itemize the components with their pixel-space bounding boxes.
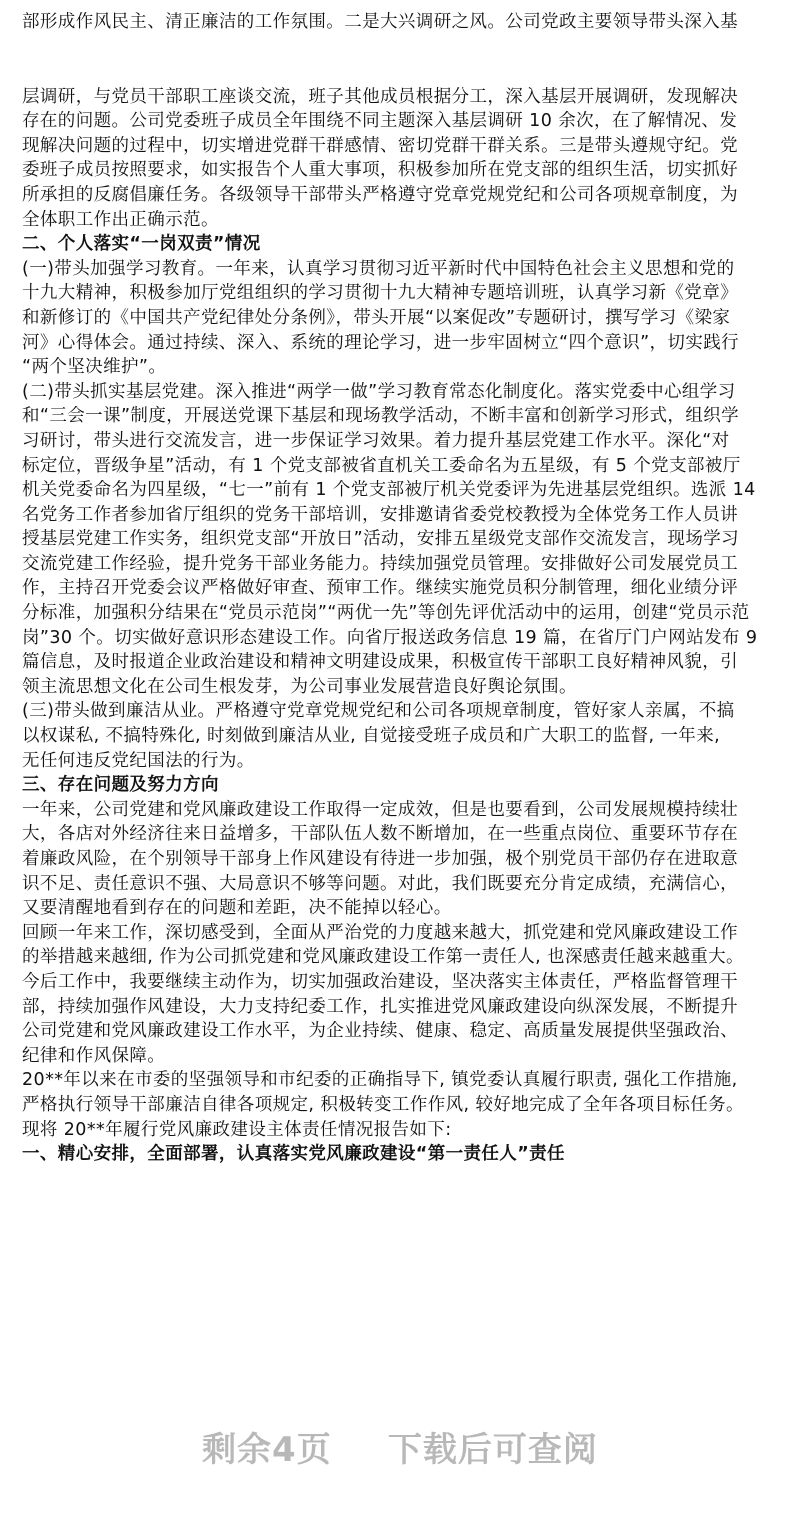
cut-off-line [22, 0, 782, 4]
text-line: 作，主持召开党委会议严格做好审查、预审工作。继续实施党员积分制管理，细化业绩分评 [22, 578, 738, 599]
download-hint-label: 下载后可查阅 [387, 1430, 598, 1470]
text-line: 部形成作风民主、清正廉洁的工作氛围。二是大兴调研之风。公司党政主要领导带头深入基 [22, 12, 738, 32]
section-heading-2: 二、个人落实“一岗双责”情况 [22, 234, 261, 255]
text-line: 无任何违反党纪国法的行为。 [22, 750, 255, 771]
paragraph-4 [22, 798, 782, 1142]
text-line: 又要清醒地看到存在的问题和差距，决不能掉以轻心。 [22, 898, 452, 919]
text-line: 公司党建和党风廉政建设工作水平，为企业持续、健康、稳定、高质量发展提供坚强政治、 [22, 1021, 738, 1042]
text-line: 大，各店对外经济往来日益增多，干部队伍人数不断增加，在一些重点岗位、重要环节存在 [22, 824, 738, 845]
text-line: 交流党建工作经验，提升党务干部业务能力。持续加强党员管理。安排做好公司发展党员工 [22, 553, 738, 574]
text-line: 现解决问题的过程中，切实增进党群干群感情、密切党群干群关系。三是带头遵规守纪。党 [22, 135, 738, 156]
text-line: 存在的问题。公司党委班子成员全年围绕不同主题深入基层调研 10 余次，在了解情况、发 [22, 111, 738, 132]
paragraph-1 [22, 10, 782, 35]
text-line: 识不足、责任意识不强、大局意识不够等问题。对此，我们既要充分肯定成绩，充满信心， [22, 873, 738, 894]
text-line: 篇信息，及时报道企业政治建设和精神文明建设成果，积极宣传干部职工良好精神风貌，引 [22, 652, 738, 673]
text-line: 一年来，公司党建和党风廉政建设工作取得一定成效，但是也要看到，公司发展规模持续壮 [22, 799, 738, 820]
text-line: 岗”30 个。切实做好意识形态建设工作。向省厅报送政务信息 19 篇，在省厅门户网站发布 9 [22, 627, 758, 648]
text-line: 和“三会一课”制度，开展送党课下基层和现场教学活动，不断丰富和创新学习形式，组织学 [22, 406, 740, 427]
text-line: 全体职工作出正确示范。 [22, 209, 219, 230]
text-line: 着廉政风险，在个别领导干部身上作风建设有待进一步加强，极个别党员干部仍存在进取意 [22, 849, 738, 869]
text-line: (二)带头抓实基层党建。深入推进“两学一做”学习教育常态化制度化。落实党委中心组学习 [22, 381, 736, 402]
text-line: 标定位，晋级争星”活动，有 1 个党支部被省直机关工委命名为五星级，有 5 个党支部被厅 [22, 455, 741, 476]
text-line: 领主流思想文化在公司生根发芽，为公司事业发展营造良好舆论氛围。 [22, 676, 577, 697]
text-line: 层调研，与党员干部职工座谈交流，班子其他成员根据分工，深入基层开展调研，发现解决 [22, 86, 738, 107]
text-line: 十九大精神，积极参加厅党组组织的学习贯彻十九大精神专题培训班，认真学习新《党章》 [22, 283, 738, 304]
text-line: (三)带头做到廉洁从业。严格遵守党章党规党纪和公司各项规章制度，管好家人亲属，不搞 [22, 701, 735, 722]
text-line [22, 0, 782, 4]
download-banner[interactable] [0, 1422, 800, 1471]
section-heading-3: 三、存在问题及努力方向 [22, 775, 219, 796]
text-line: 严格执行领导干部廉洁自律各项规定, 积极转变工作作风, 较好地完成了全年各项目标任务。 [22, 1094, 744, 1115]
text-line: 部，持续加强作风建设，大力支持纪委工作，扎实推进党风廉政建设向纵深发展，不断提升 [22, 996, 738, 1017]
text-line: 20**年以来在市委的坚强领导和市纪委的正确指导下, 镇党委认真履行职责, 强化工作措施, [22, 1070, 738, 1091]
text-line: 回顾一年来工作，深切感受到，全面从严治党的力度越来越大，抓党建和党风廉政建设工作 [22, 922, 738, 943]
text-line: 和新修订的《中国共产党纪律处分条例》，带头开展“以案促改”专题研讨，撰写学习《梁家 [22, 307, 731, 328]
text-line: “两个坚决维护”。 [22, 357, 167, 378]
text-line: 所承担的反腐倡廉任务。各级领导干部带头严格遵守党章党规党纪和公司各项规章制度，为 [22, 184, 738, 205]
text-line: 机关党委命名为四星级，“七一”前有 1 个党支部被厅机关党委评为先进基层党组织。选派 14 [22, 480, 756, 501]
paragraph-2 [22, 85, 782, 233]
text-line: 现将 20**年履行党风廉政建设主体责任情况报告如下: [22, 1119, 452, 1140]
text-line: 以权谋私, 不搞特殊化, 时刻做到廉洁从业, 自觉接受班子成员和广大职工的监督, 一年来, [22, 726, 721, 747]
document-body [22, 10, 782, 1167]
text-line: 今后工作中，我要继续主动作为，切实加强政治建设，坚决落实主体责任，严格监督管理干 [22, 971, 738, 992]
remaining-pages-label: 剩余4页 [202, 1430, 332, 1470]
paragraph-3 [22, 257, 782, 773]
text-line: (一)带头加强学习教育。一年来，认真学习贯彻习近平新时代中国特色社会主义思想和党的 [22, 258, 735, 279]
text-line: 的举措越来越细, 作为公司抓党建和党风廉政建设工作第一责任人, 也深感责任越来越重大。 [22, 947, 744, 968]
page-gap [22, 35, 782, 85]
text-line: 分标准，加强积分结果在“党员示范岗”“两优一先”等创先评优活动中的运用，创建“党员示范 [22, 603, 750, 624]
text-line: 习研讨，带头进行交流发言，进一步保证学习效果。着力提升基层党建工作水平。深化“对 [22, 430, 730, 451]
section-heading-4: 一、精心安排，全面部署，认真落实党风廉政建设“第一责任人”责任 [22, 1144, 565, 1165]
text-line: 委班子成员按照要求，如实报告个人重大事项，积极参加所在党支部的组织生活，切实抓好 [22, 160, 738, 181]
text-line: 授基层党建工作实务，组织党支部“开放日”活动，安排五星级党支部作交流发言，现场学习 [22, 529, 740, 550]
text-line: 名党务工作者参加省厅组织的党务干部培训，安排邀请省委党校教授为全体党务工作人员讲 [22, 504, 738, 525]
text-line: 河》心得体会。通过持续、深入、系统的理论学习，进一步牢固树立“四个意识”，切实践行 [22, 332, 740, 353]
text-line: 纪律和作风保障。 [22, 1045, 166, 1066]
